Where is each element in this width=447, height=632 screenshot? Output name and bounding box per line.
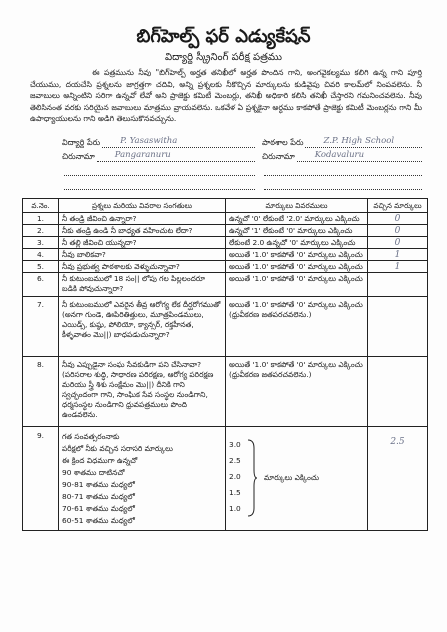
blank-dotted-line <box>264 164 422 176</box>
percentage-band: 60-51 శాతము మధ్యలో <box>62 516 135 525</box>
header-marks-details: మార్కులు వివరములు <box>226 199 368 213</box>
table-row <box>23 427 428 531</box>
student-address-line-2 <box>62 164 255 176</box>
row-marks-rule: అయితే '1.0' కాకపోతే '0' మార్కులు ఎక్కించు <box>229 300 363 309</box>
row-marks-cell <box>226 427 368 531</box>
row-question: నీకు తండ్రి ఉండి నీ బాధ్యత వహించుట లేదా? <box>59 225 226 237</box>
header-serial-no: వ.నెం. <box>23 199 59 213</box>
school-name-field <box>262 136 422 148</box>
marks-option: 2.5 <box>229 456 241 465</box>
school-name-value: Z.P. High School <box>305 136 422 148</box>
marks-option: 2.0 <box>229 472 241 481</box>
school-address-line-2 <box>262 164 422 176</box>
row-number: 7. <box>23 297 59 357</box>
row-marks-obtained <box>368 357 428 427</box>
student-name-value: P. Yasaswitha <box>102 136 255 148</box>
school-address-field <box>262 150 422 162</box>
row-marks-obtained: 1 <box>368 261 428 273</box>
row-marks-note: (ధ్రువీకరణ జతపరచవలెను.) <box>229 310 312 319</box>
school-address-value: Kodavaluru <box>297 150 422 162</box>
table-row <box>23 273 428 297</box>
row-question <box>59 427 226 531</box>
table-row <box>23 297 428 357</box>
school-address-line-3 <box>262 178 422 190</box>
student-address-line-3 <box>62 178 255 190</box>
percentage-band: 80-71 శాతము మధ్యలో <box>62 492 135 501</box>
row-question: నీవు బాలికవా? <box>59 249 226 261</box>
table-row <box>23 225 428 237</box>
row-number: 1. <box>23 213 59 225</box>
row-marks-rule: అయితే '1.0' కాకపోతే '0' మార్కులు ఎక్కించు <box>229 360 363 369</box>
marks-option: 1.5 <box>229 488 241 497</box>
row-number: 2. <box>23 225 59 237</box>
row-marks-rule: అయితే '1.0' కాకపోతే '0' మార్కులు ఎక్కించు <box>226 261 368 273</box>
row-question: నీ తండ్రి జీవించి ఉన్నారా? <box>59 213 226 225</box>
table-header-row <box>23 199 428 213</box>
row-marks-cell <box>226 297 368 357</box>
row-marks-obtained: 0 <box>368 213 428 225</box>
row-marks-cell <box>226 357 368 427</box>
document-subtitle: విద్యార్థి స్క్రీనింగ్ పరీక్ష పత్రము <box>165 52 282 63</box>
screening-questions-table <box>22 198 428 531</box>
row-number: 6. <box>23 273 59 297</box>
row-marks-obtained: 0 <box>368 225 428 237</box>
blank-dotted-line <box>264 178 422 190</box>
row-number: 9. <box>23 427 59 531</box>
table-row <box>23 237 428 249</box>
student-address-field <box>62 150 255 162</box>
row-marks-rule: లేకుంటే 2.0 ఉన్నచో '0' మార్కులు ఎక్కించు <box>226 237 368 249</box>
question-line: గత సంవత్సరంనాకు <box>62 432 120 441</box>
blank-dotted-line <box>64 178 255 190</box>
row-number: 5. <box>23 261 59 273</box>
blank-dotted-line <box>64 164 255 176</box>
table-row <box>23 213 428 225</box>
instructions-paragraph: ఈ పత్రమును నీవు "బిగ్‌హెల్ప్ అర్హత తనిఖీలో అర్హత పొందిన గాని, అంగవైకల్యము కలిగి ఉన్న గాని పూర్తి చేయుము, దయచేసి ప్రశ్నలను జాగ్రత్తగా చదివి, అన్ని ప్రశ్నలకు నీకొచ్చిన మార్కులను కుడివైపు చివరి కాలమ్‌లో నింపవలెను. నీ జవాబులు అన్నింటిని సరిగా ఉన్నవో లేవో అని ప్రాజెక్టు కమిటీ మెంబర్లు, తనిఖీ అధికారి కలిసి తనిఖీ చేస్తారని గమనించవలెను. నీవు తెలిసినంత వరకు సరియైన జవాబులు మాత్రము వ్రాయవలెను. ఒకవేళ ఏ ప్రశ్నకైనా అర్ధము కాకపోతే ప్రాజెక్టు కమిటీ మెంబర్లను గాని మీ ఉపాధ్యాయులను గాని అడిగి తెలుసుకొనవచ్చును. <box>30 68 422 123</box>
marks-options <box>229 437 245 517</box>
school-address-label: చిరునామా <box>262 152 295 161</box>
row-marks-rule: అయితే '1.0' కాకపోతే '0' మార్కులు ఎక్కించు <box>226 273 368 297</box>
row-question: నీ కుటుంబములో 18 సం|| లోపు గల పిల్లలందరూ బడికి పోవుచున్నారా? <box>59 273 226 297</box>
percentage-band: 90-81 శాతము మధ్యలో <box>62 480 135 489</box>
question-line: పరీక్షలో నీకు వచ్చిన సరాసరి మార్కులు <box>62 444 173 453</box>
table-row <box>23 261 428 273</box>
row-number: 3. <box>23 237 59 249</box>
header-marks-obtained: వచ్చిన మార్కులు <box>368 199 428 213</box>
row-marks-rule: ఉన్నచో '0' లేకుంటే '2.0' మార్కులు ఎక్కించు <box>226 213 368 225</box>
percentage-band: 70-61 శాతము మధ్యలో <box>62 504 135 513</box>
row-question: నీ కుటుంబములో ఎవరైన తీవ్ర ఆరోగ్య లేక దీర్ఘరోగముతో (అనగా గుండె, ఊపిరితిత్తులు, మూత్రపిండములు, ఎయిడ్స్, కుష్ఠు, పోలియో, క్యాన్సర్, రక్తహీనత, కీళ్ళవాతం మొ||) బాధపడుచున్నారా? <box>59 297 226 357</box>
curly-brace <box>246 439 258 517</box>
row-question: నీవు ఎప్పుడైనా సంఘ సేవకుడిగా పని చేసినావా? (పరిసరాల శుద్ధి, సాధారణ పరిరక్షణ, ఆరోగ్య పరిరక్షణ మరియు స్త్రీ శిశు సంక్షేమం మొ||) దీనికి గాని స్వచ్ఛందంగా గాని, సాంఘిక సేవ సంస్థల నుండిగాని, ధర్మసంస్థల నుండిగాని ధ్రువపత్రములు పొంది ఉండవలెను. <box>59 357 226 427</box>
row-marks-rule: అయితే '1.0' కాకపోతే '0' మార్కులు ఎక్కించు <box>226 249 368 261</box>
brace-marks-label: మార్కులు ఎక్కించు <box>264 473 320 482</box>
student-name-label: విద్యార్థి పేరు <box>62 138 101 147</box>
table-row <box>23 357 428 427</box>
row-question: నీ తల్లి జీవించి యున్నదా? <box>59 237 226 249</box>
row-question: నీవు ప్రభుత్వ పాఠశాలకు వెళ్ళుచున్నావా? <box>59 261 226 273</box>
question-line: ఈ క్రింద విధముగా ఉన్నచో <box>62 456 138 465</box>
row-marks-obtained: 2.5 <box>368 427 428 531</box>
percentage-band: 90 శాతము దాటినచో <box>62 468 125 477</box>
row-marks-obtained <box>368 297 428 357</box>
marks-option: 3.0 <box>229 440 241 449</box>
student-address-value: Pangaranuru <box>97 150 255 162</box>
row-marks-note: (ధ్రువీకరణ జతపరచవలెను.) <box>229 370 312 379</box>
row-marks-obtained <box>368 273 428 297</box>
marks-option: 1.0 <box>229 504 241 513</box>
school-name-label: పాఠశాల పేరు <box>262 138 304 147</box>
row-number: 8. <box>23 357 59 427</box>
row-marks-obtained: 0 <box>368 237 428 249</box>
document-title: బిగ్‌హెల్ప్ ఫర్ ఎడ్యుకేషన్ <box>136 26 311 47</box>
row-number: 4. <box>23 249 59 261</box>
table-row <box>23 249 428 261</box>
student-address-label: చిరునామా <box>62 152 95 161</box>
student-name-field <box>62 136 255 148</box>
header-questions: ప్రశ్నలు మరియు వివరాల సంగతులు <box>59 199 226 213</box>
row-marks-rule: ఉన్నచో '1' లేకుంటే '0' మార్కులు ఎక్కించు <box>226 225 368 237</box>
row-marks-obtained: 1 <box>368 249 428 261</box>
